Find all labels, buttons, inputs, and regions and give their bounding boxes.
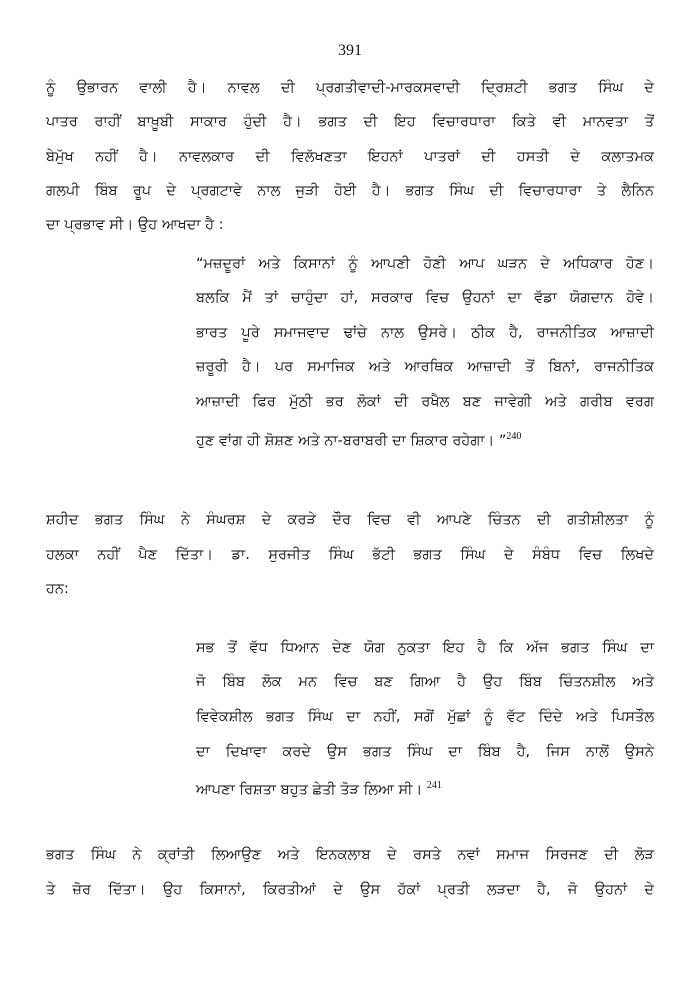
- page-number: 391: [338, 42, 362, 59]
- text-line: ਤੇ ਜ਼ੋਰ ਦਿੱਤਾ। ਉਹ ਕਿਸਾਨਾਂ, ਕਿਰਤੀਆਂ ਦੇ ਉਸ ਹੱਕਾਂ ਪ੍ਰਤੀ ਲੜਦਾ ਹੈ, ਜੋ ਉਹਨਾਂ ਦੇ: [46, 882, 654, 898]
- footnote-ref: 240: [506, 431, 522, 442]
- text-line: ਹਨ:: [46, 581, 69, 597]
- quote-text: ਹੁਣ ਵਾਂਗ ਹੀ ਸ਼ੋਸ਼ਣ ਅਤੇ ਨਾ-ਬਰਾਬਰੀ ਦਾ ਸ਼ਿਕਾਰ ਰਹੇਗਾ। ”: [196, 433, 507, 449]
- text-line: ਪਾਤਰ ਰਾਹੀਂ ਬਾਖ਼ੂਬੀ ਸਾਕਾਰ ਹੁੰਦੀ ਹੈ। ਭਗਤ ਦੀ ਇਹ ਵਿਚਾਰਧਾਰਾ ਕਿਤੇ ਵੀ ਮਾਨਵਤਾ ਤੋਂ: [46, 114, 654, 130]
- text-line: ਬੇਮੁੱਖ ਨਹੀਂ ਹੈ। ਨਾਵਲਕਾਰ ਦੀ ਵਿਲੱਖਣਤਾ ਇਹਨਾਂ ਪਾਤਰਾਂ ਦੀ ਹਸਤੀ ਦੇ ਕਲਾਤਮਕ: [46, 149, 654, 165]
- text-line: ਸ਼ਹੀਦ ਭਗਤ ਸਿੰਘ ਨੇ ਸੰਘਰਸ਼ ਦੇ ਕਰੜੇ ਦੌਰ ਵਿਚ ਵੀ ਆਪਣੇ ਚਿੰਤਨ ਦੀ ਗਤੀਸ਼ੀਲਤਾ ਨੂੰ: [46, 512, 654, 528]
- text-line: ਦਾ ਪ੍ਰਭਾਵ ਸੀ। ਉਹ ਆਖਦਾ ਹੈ :: [46, 217, 224, 233]
- text-line: ਭਗਤ ਸਿੰਘ ਨੇ ਕ੍ਰਾਂਤੀ ਲਿਆਉਣ ਅਤੇ ਇਨਕਲਾਬ ਦੇ ਰਸਤੇ ਨਵਾਂ ਸਮਾਜ ਸਿਰਜਣ ਦੀ ਲੋੜ: [46, 847, 654, 863]
- text-line: ਗਲਪੀ ਬਿੰਬ ਰੂਪ ਦੇ ਪ੍ਰਗਟਾਵੇ ਨਾਲ ਜੁੜੀ ਹੋਈ ਹੈ। ਭਗਤ ਸਿੰਘ ਦੀ ਵਿਚਾਰਧਾਰਾ ਤੇ ਲੈਨਿਨ: [46, 183, 654, 199]
- quote-line: [196, 427, 654, 451]
- quote-line: ਦਾ ਦਿਖਾਵਾ ਕਰਦੇ ਉਸ ਭਗਤ ਸਿੰਘ ਦਾ ਬਿੰਬ ਹੈ, ਜਿਸ ਨਾਲੋਂ ਉਸਨੇ: [196, 744, 654, 760]
- footnote-ref: 241: [426, 780, 442, 791]
- quote-line: ਸਭ ਤੋਂ ਵੱਧ ਧਿਆਨ ਦੇਣ ਯੋਗ ਨੁਕਤਾ ਇਹ ਹੈ ਕਿ ਅੱਜ ਭਗਤ ਸਿੰਘ ਦਾ: [196, 640, 654, 656]
- text-line: ਹਲਕਾ ਨਹੀਂ ਪੈਣ ਦਿੱਤਾ। ਡਾ. ਸੁਰਜੀਤ ਸਿੰਘ ਭੱਟੀ ਭਗਤ ਸਿੰਘ ਦੇ ਸੰਬੰਧ ਵਿਚ ਲਿਖਦੇ: [46, 547, 654, 563]
- quote-line: ਜ਼ਰੂਰੀ ਹੈ। ਪਰ ਸਮਾਜਿਕ ਅਤੇ ਆਰਥਿਕ ਆਜ਼ਾਦੀ ਤੋਂ ਬਿਨਾਂ, ਰਾਜਨੀਤਿਕ: [196, 359, 654, 375]
- quote-line: ਬਲਕਿ ਮੈਂ ਤਾਂ ਚਾਹੁੰਦਾ ਹਾਂ, ਸਰਕਾਰ ਵਿਚ ਉਹਨਾਂ ਦਾ ਵੱਡਾ ਯੋਗਦਾਨ ਹੋਵੇ।: [196, 290, 654, 306]
- quote-text: ਆਪਣਾ ਰਿਸ਼ਤਾ ਬਹੁਤ ਛੇਤੀ ਤੋੜ ਲਿਆ ਸੀ।: [196, 782, 423, 798]
- quote-line: ਜੋ ਬਿੰਬ ਲੋਕ ਮਨ ਵਿਚ ਬਣ ਗਿਆ ਹੈ ਉਹ ਬਿੰਬ ਚਿੰਤਨਸ਼ੀਲ ਅਤੇ: [196, 674, 654, 690]
- quote-line: ਭਾਰਤ ਪੂਰੇ ਸਮਾਜਵਾਦ ਢਾਂਚੇ ਨਾਲ ਉਸਰੇ। ਠੀਕ ਹੈ, ਰਾਜਨੀਤਿਕ ਆਜ਼ਾਦੀ: [196, 325, 654, 341]
- quote-line: ਵਿਵੇਕਸ਼ੀਲ ਭਗਤ ਸਿੰਘ ਦਾ ਨਹੀਂ, ਸਗੋਂ ਮੁੱਛਾਂ ਨੂੰ ਵੱਟ ਦਿੰਦੇ ਅਤੇ ਪਿਸਤੌਲ: [196, 709, 654, 725]
- quote-line: ਆਜ਼ਾਦੀ ਫਿਰ ਮੁੱਠੀ ਭਰ ਲੋਕਾਂ ਦੀ ਰਖੈਲ ਬਣ ਜਾਵੇਗੀ ਅਤੇ ਗਰੀਬ ਵਰਗ: [196, 394, 654, 410]
- quote-line: “ਮਜ਼ਦੂਰਾਂ ਅਤੇ ਕਿਸਾਨਾਂ ਨੂੰ ਆਪਣੀ ਹੋਣੀ ਆਪ ਘੜਨ ਦੇ ਅਧਿਕਾਰ ਹੋਣ।: [196, 256, 654, 272]
- text-line: ਨੂੰ ਉਭਾਰਨ ਵਾਲੀ ਹੈ। ਨਾਵਲ ਦੀ ਪ੍ਰਗਤੀਵਾਦੀ-ਮਾਰਕਸਵਾਦੀ ਦ੍ਰਿਸ਼ਟੀ ਭਗਤ ਸਿੰਘ ਦੇ: [46, 80, 654, 96]
- quote-line: [196, 776, 654, 800]
